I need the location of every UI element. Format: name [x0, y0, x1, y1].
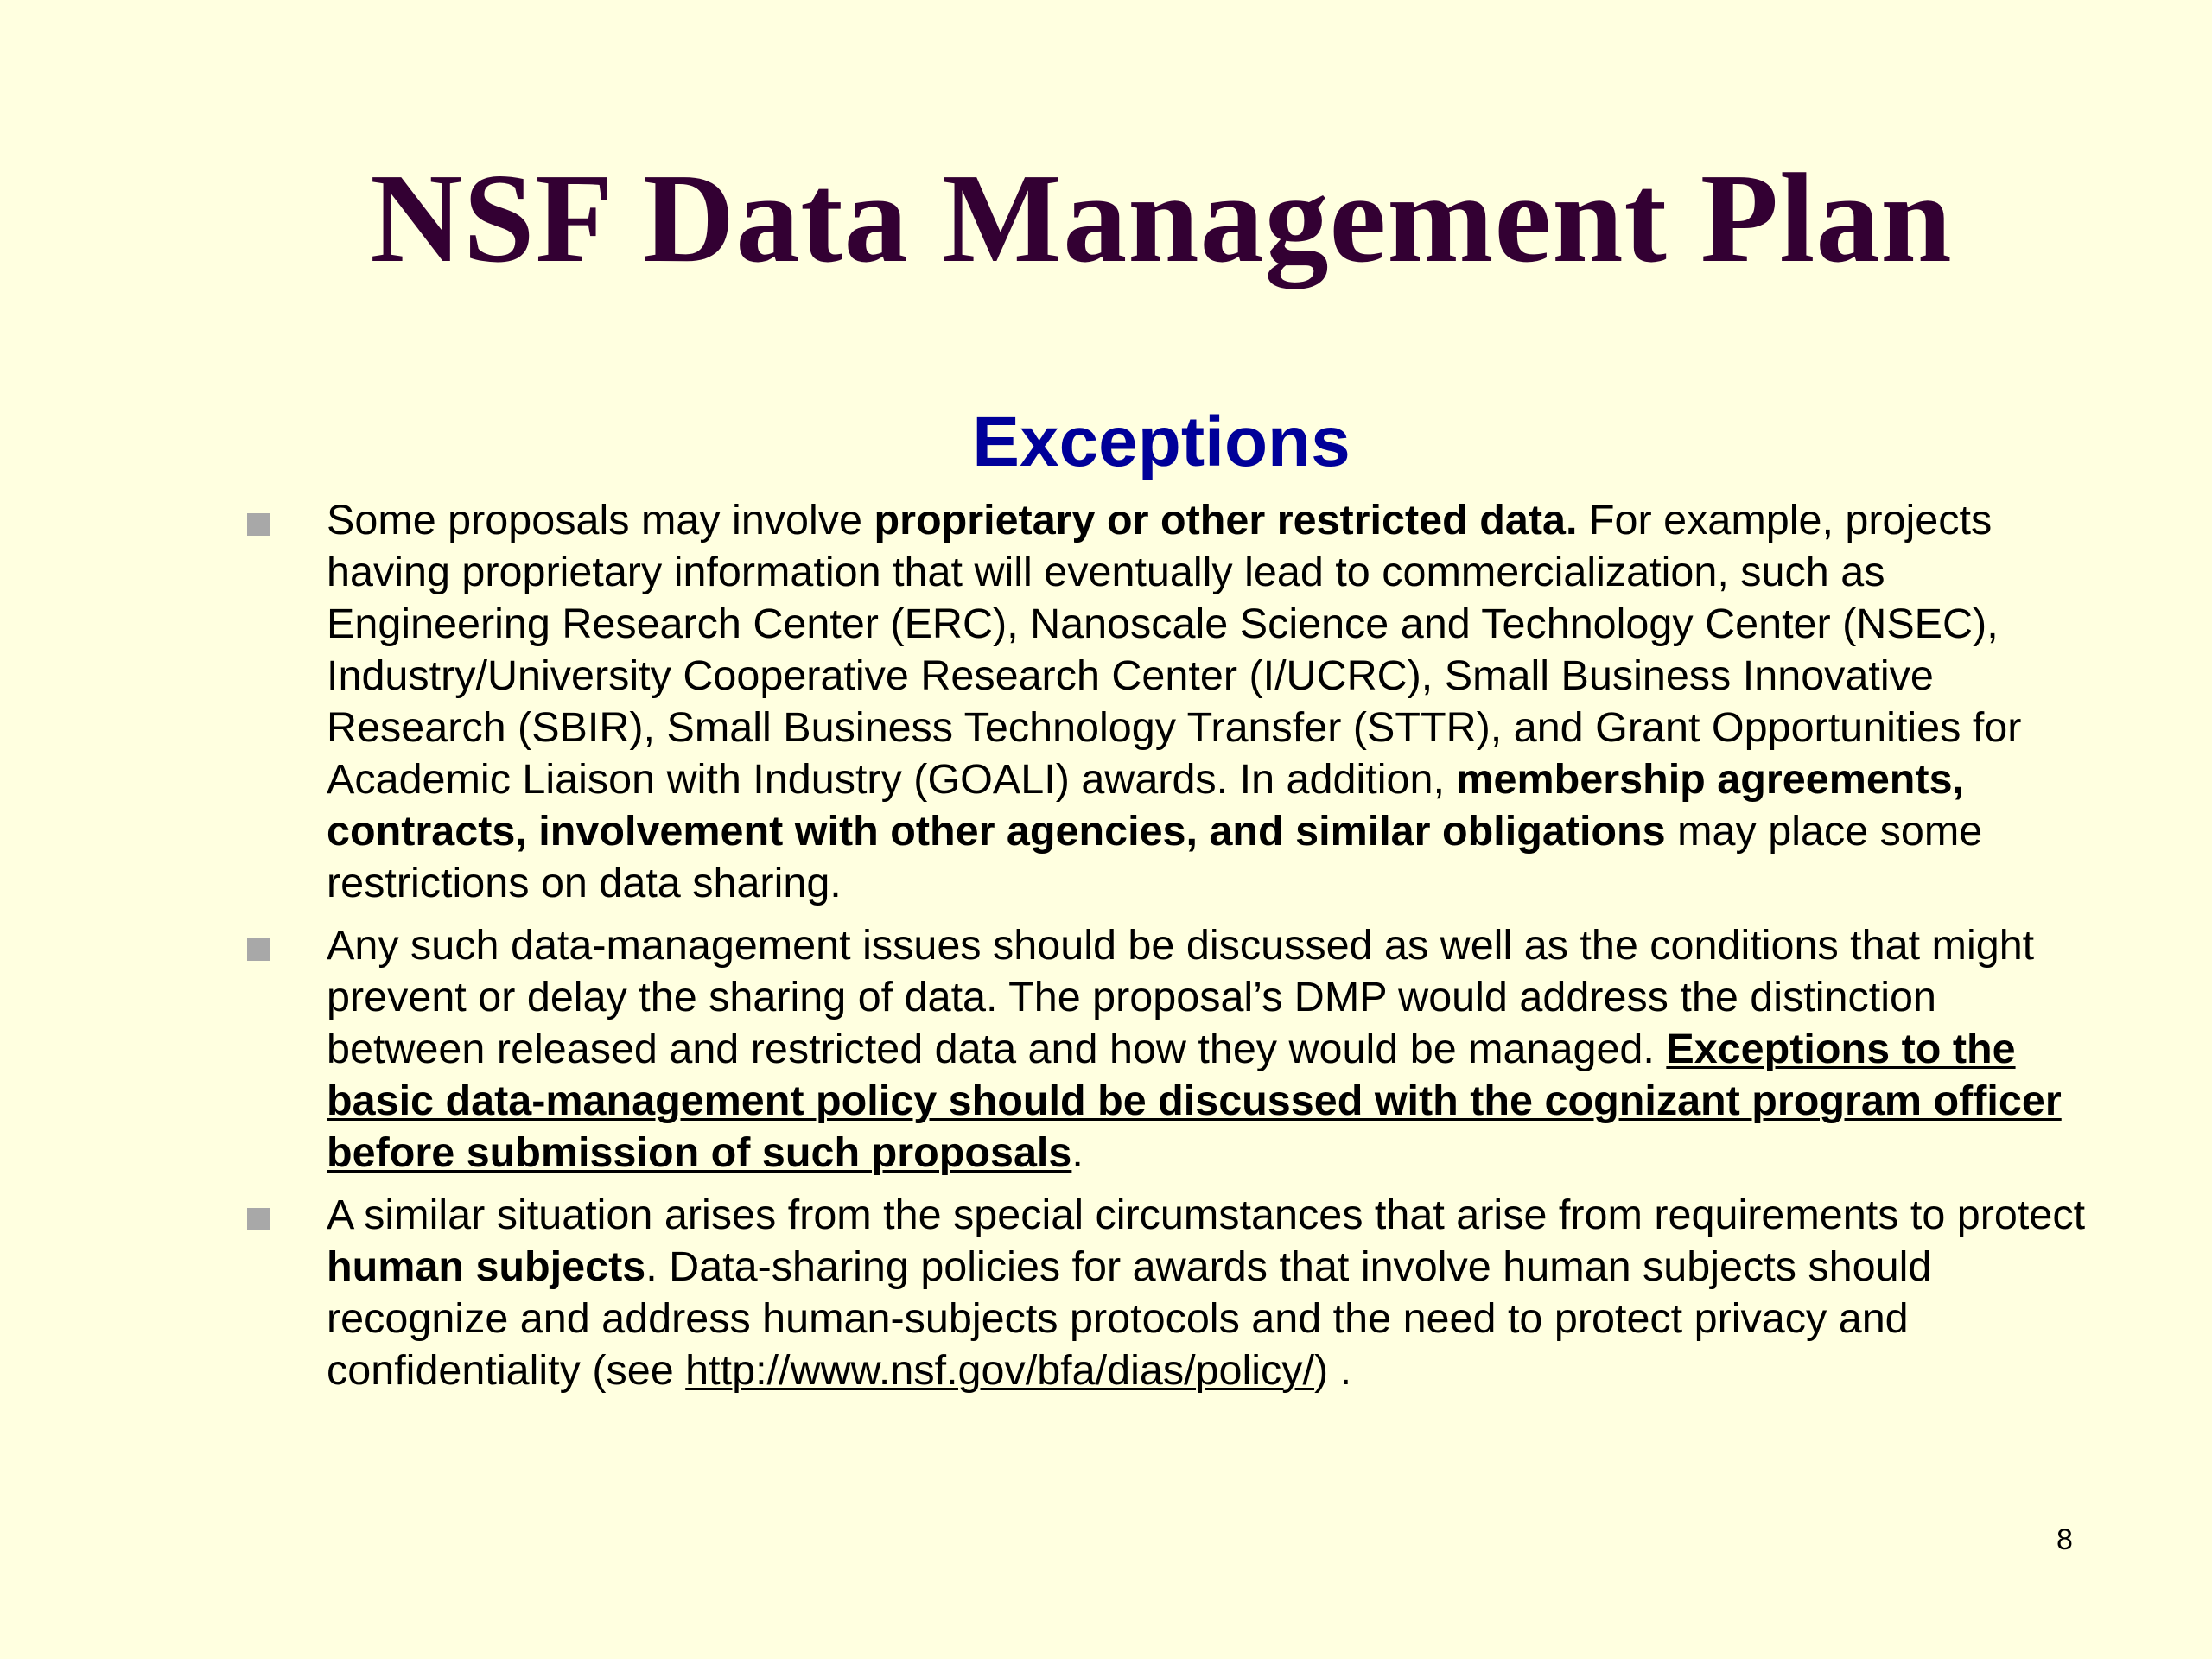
bullet-item-proprietary-data	[327, 494, 2089, 909]
bullet-text: Some proposals may involve	[327, 497, 874, 543]
bullet-emphasis-underlined: Exceptions to the basic data-management policy should be discussed with the cognizant program officer before submission of such proposals	[327, 1026, 2062, 1176]
bullet-emphasis: proprietary or other restricted data.	[874, 497, 1578, 543]
section-heading: Exceptions	[972, 403, 1351, 481]
bullet-list	[327, 494, 2089, 1407]
bullet-text: . Data-sharing policies for awards that involve human subjects should recognize and address human-subjects protocols and the need to protect privacy and confidentiality (see	[327, 1243, 1932, 1394]
bullet-emphasis: human subjects	[327, 1243, 646, 1290]
bullet-text: .	[1071, 1129, 1084, 1176]
bullet-text: A similar situation arises from the special circumstances that arise from requirements to protect	[327, 1192, 2086, 1238]
bullet-text: For example, projects having proprietary information that will eventually lead to commercialization, such as Engineering Research Center (ERC), Nanoscale Science and Technology Center (NSEC), Industry/University Cooperative Research Center (I/UCRC), Small Business Innovative Research (SBIR), Small Business Technology Transfer (STTR), and Grant Opportunities for Academic Liaison with Industry (GOALI) awards. In addition,	[327, 497, 2022, 803]
bullet-text: Any such data-management issues should be discussed as well as the conditions that might prevent or delay the sharing of data. The proposal’s DMP would address the distinction between released and restricted data and how they would be managed.	[327, 922, 2035, 1072]
square-bullet-icon	[247, 1208, 270, 1230]
bullet-item-data-management-issues	[327, 919, 2089, 1179]
slide-title: NSF Data Management Plan	[370, 148, 1953, 289]
bullet-emphasis: membership agreements, contracts, involvement with other agencies, and similar obligations	[327, 756, 1965, 855]
bullet-text: ) .	[1314, 1347, 1352, 1394]
policy-link[interactable]: http://www.nsf.gov/bfa/dias/policy/	[685, 1347, 1315, 1394]
page-number: 8	[2056, 1523, 2073, 1556]
bullet-item-human-subjects	[327, 1189, 2089, 1396]
bullet-text: may place some restrictions on data sharing.	[327, 808, 1983, 906]
square-bullet-icon	[247, 938, 270, 961]
square-bullet-icon	[247, 513, 270, 536]
